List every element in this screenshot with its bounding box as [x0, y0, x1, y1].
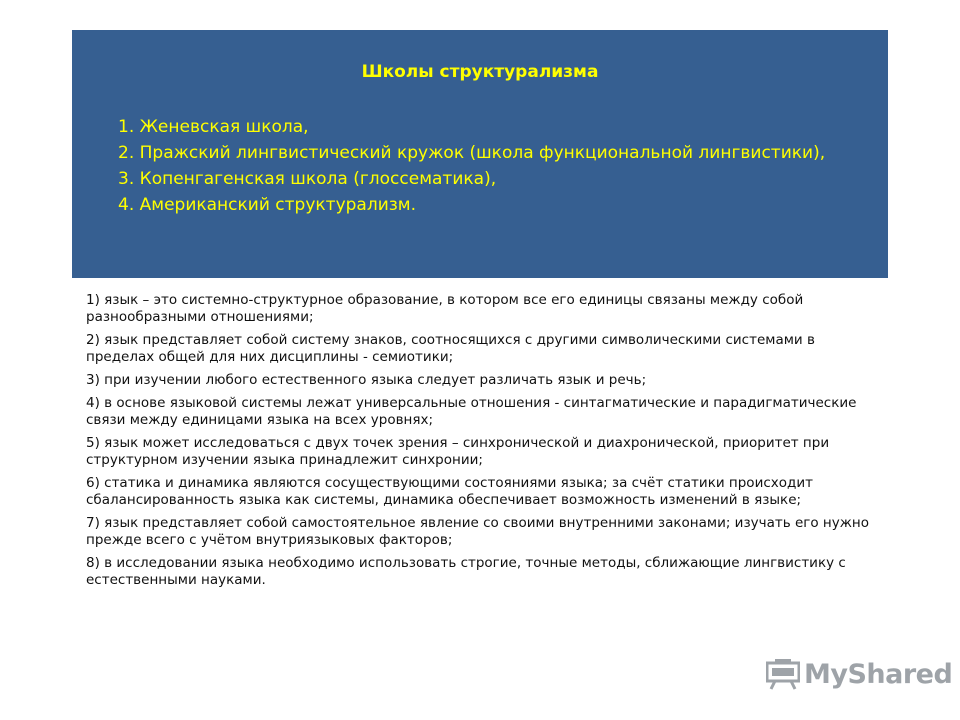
school-item: 4. Американский структурализм.	[118, 195, 417, 215]
principle-item: 1) язык – это системно-структурное образование, в котором все его единицы связаны между собой разнообразными отношениями;	[86, 292, 804, 325]
school-item: 3. Копенгагенская школа (глоссематика),	[118, 169, 497, 189]
principles-list	[86, 292, 886, 595]
header-box	[72, 30, 888, 278]
watermark-text: MyShared	[804, 658, 953, 690]
presentation-board-icon	[766, 658, 800, 690]
principle-item: 8) в исследовании языка необходимо использовать строгие, точные методы, сближающие лингвистику с естественными науками.	[86, 555, 846, 588]
slide-title: Школы структурализма	[361, 62, 599, 82]
principle-item: 4) в основе языковой системы лежат универсальные отношения - синтагматические и парадигматические связи между единицами языка на всех уровнях;	[86, 395, 857, 428]
school-item: 2. Пражский лингвистический кружок (школа функциональной лингвистики),	[118, 143, 826, 163]
schools-list	[118, 114, 838, 218]
principle-item: 6) статика и динамика являются сосуществующими состояниями языка; за счёт статики происходит сбалансированность языка как системы, динамика обеспечивает возможность изменений в языке;	[86, 475, 813, 508]
watermark-logo	[766, 656, 952, 692]
school-item: 1. Женевская школа,	[118, 117, 309, 137]
principle-item: 5) язык может исследоваться с двух точек зрения – синхронической и диахронической, приоритет при структурном изучении языка принадлежит синхронии;	[86, 435, 830, 468]
principle-item: 3) при изучении любого естественного языка следует различать язык и речь;	[86, 372, 647, 388]
principle-item: 7) язык представляет собой самостоятельное явление со своими внутренними законами; изучать его нужно прежде всего с учётом внутриязыковых факторов;	[86, 515, 869, 548]
principle-item: 2) язык представляет собой систему знаков, соотносящихся с другими символическими системами в пределах общей для них дисциплины - семиотики;	[86, 332, 815, 365]
